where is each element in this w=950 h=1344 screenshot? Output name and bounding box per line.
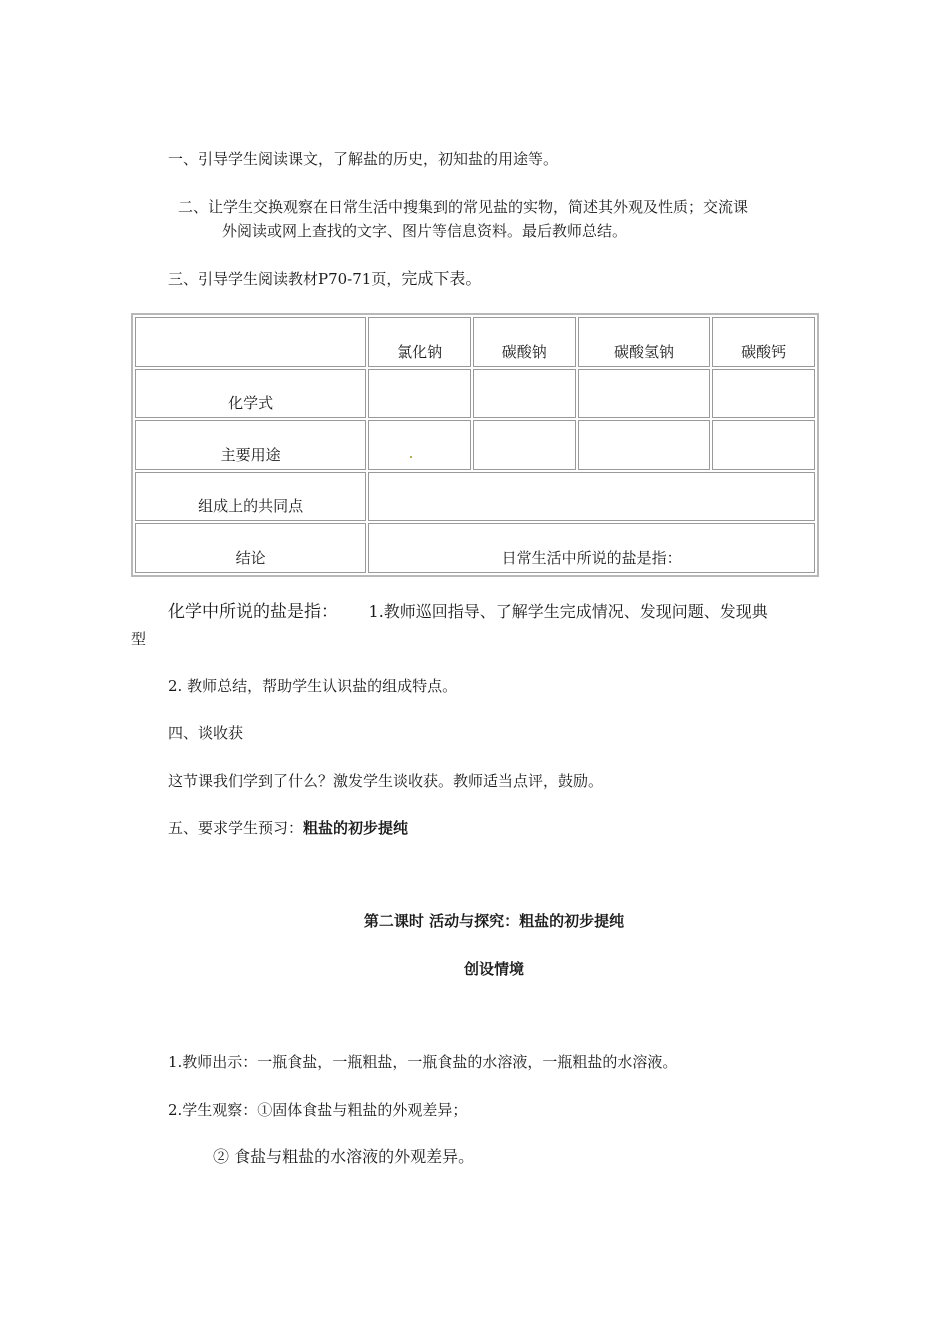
- table-row: [135, 420, 815, 470]
- paragraph-6: 四、谈收获: [168, 724, 244, 742]
- paragraph-3: [168, 269, 481, 289]
- paragraph-3-prefix: 三、引导学生阅读教材P70-71页，: [168, 270, 402, 288]
- table-cell: [712, 420, 815, 470]
- merged-cell-common-composition: [368, 472, 815, 522]
- paragraph-4-continued: 型: [131, 630, 147, 648]
- paragraph-9: 1.教师出示：一瓶食盐，一瓶粗盐，一瓶食盐的水溶液，一瓶粗盐的水溶液。: [168, 1053, 678, 1071]
- paragraph-5: 2. 教师总结，帮助学生认识盐的组成特点。: [168, 677, 458, 695]
- table-row: [135, 523, 815, 573]
- table-row: [135, 472, 815, 522]
- merged-cell-conclusion: 日常生活中所说的盐是指：: [368, 523, 815, 573]
- paragraph-10: 2.学生观察：①固体食盐与粗盐的外观差异；: [168, 1101, 468, 1119]
- section-heading: 第二课时 活动与探究：粗盐的初步提纯: [363, 912, 625, 930]
- subsection-heading: 创设情境: [463, 960, 524, 978]
- paragraph-1: 一、引导学生阅读课文，了解盐的历史，初知盐的用途等。: [168, 150, 559, 168]
- speck-mark: [410, 456, 412, 458]
- salt-comparison-table: [131, 313, 819, 577]
- row-label-conclusion: 结论: [135, 523, 366, 573]
- table-header-sodium-bicarbonate: 碳酸氢钠: [578, 317, 711, 367]
- paragraph-3-suffix: 完成下表。: [401, 269, 482, 288]
- table-header-sodium-chloride: 氯化钠: [368, 317, 471, 367]
- paragraph-7: 这节课我们学到了什么？激发学生谈收获。教师适当点评，鼓励。: [168, 772, 604, 790]
- table-cell: [578, 369, 711, 419]
- table-header-row: [135, 317, 815, 367]
- paragraph-11: ② 食盐与粗盐的水溶液的外观差异。: [213, 1147, 475, 1166]
- paragraph-8-prefix: 五、要求学生预习：: [168, 819, 304, 837]
- table-cell: [473, 369, 576, 419]
- paragraph-4: [168, 602, 768, 622]
- paragraph-8: [168, 818, 408, 838]
- paragraph-8-bold: 粗盐的初步提纯: [303, 819, 409, 837]
- table-cell: [578, 420, 711, 470]
- table-cell: [368, 369, 471, 419]
- paragraph-2-line-1: 二、让学生交换观察在日常生活中搜集到的常见盐的实物，简述其外观及性质；交流课: [178, 198, 749, 216]
- paragraph-2-line-2: 外阅读或网上查找的文字、图片等信息资料。最后教师总结。: [222, 222, 628, 240]
- table-row: [135, 369, 815, 419]
- row-label-formula: 化学式: [135, 369, 366, 419]
- teacher-guidance-text: 1.教师巡回指导、了解学生完成情况、发现问题、发现典: [368, 602, 768, 621]
- table-cell: [473, 420, 576, 470]
- row-label-common-composition: 组成上的共同点: [135, 472, 366, 522]
- salt-definition-label: 化学中所说的盐是指：: [168, 602, 338, 622]
- table-header-sodium-carbonate: 碳酸钠: [473, 317, 576, 367]
- table-cell: [368, 420, 471, 470]
- table-header-empty: [135, 317, 366, 367]
- table-header-calcium-carbonate: 碳酸钙: [712, 317, 815, 367]
- row-label-uses: 主要用途: [135, 420, 366, 470]
- table-cell: [712, 369, 815, 419]
